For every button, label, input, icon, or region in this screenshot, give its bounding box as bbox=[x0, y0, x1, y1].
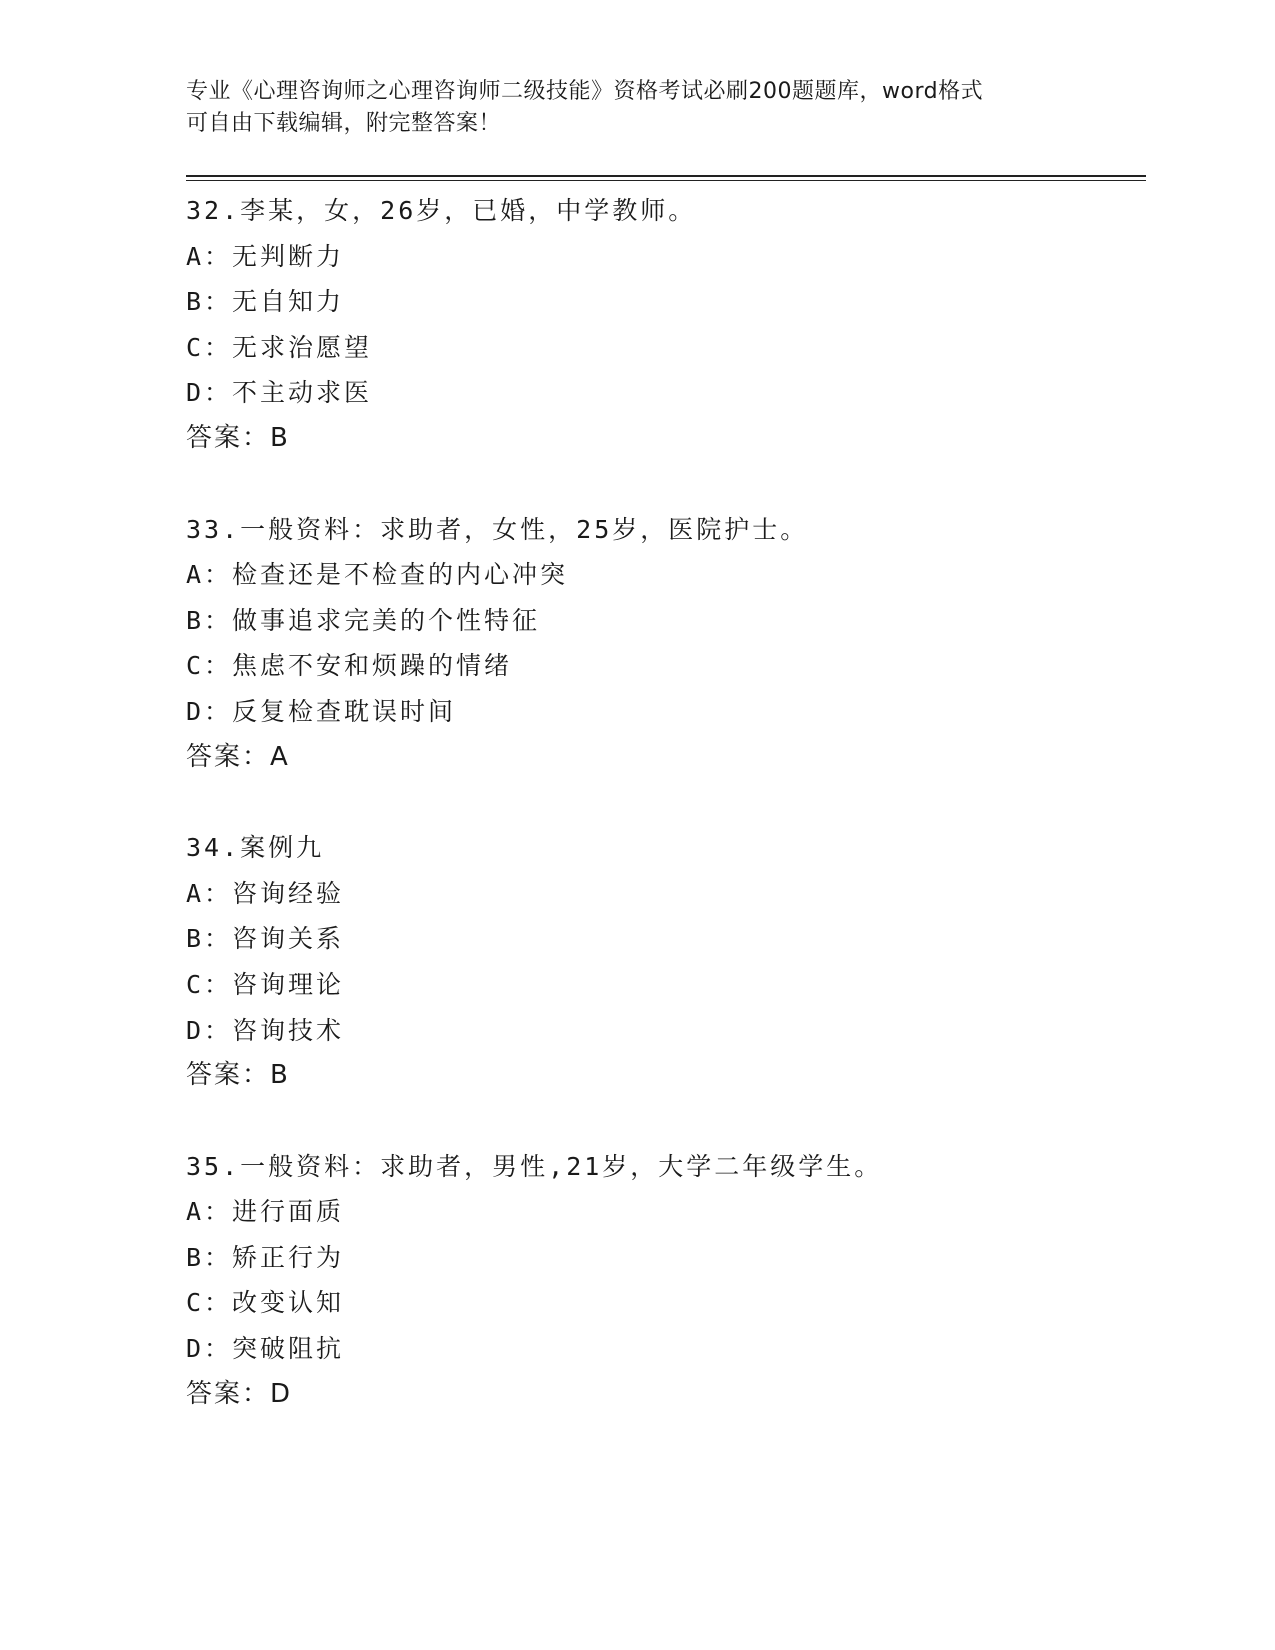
option-d: D：突破阻抗 bbox=[186, 1334, 345, 1364]
option-c: C：改变认知 bbox=[186, 1288, 345, 1318]
answer-line bbox=[186, 1372, 1146, 1418]
answer-line bbox=[186, 1053, 1146, 1099]
option-a: A：无判断力 bbox=[186, 241, 345, 271]
question-stem: 35.一般资料：求助者，男性,21岁，大学二年级学生。 bbox=[186, 1151, 883, 1181]
option-d: D：反复检查耽误时间 bbox=[186, 696, 457, 726]
answer-line bbox=[186, 416, 1146, 462]
header-divider-thick bbox=[186, 175, 1146, 177]
option-a: A：咨询经验 bbox=[186, 878, 345, 908]
answer-line bbox=[186, 735, 1146, 781]
answer-label: 答案： bbox=[186, 741, 271, 772]
option-a: A：检查还是不检查的内心冲突 bbox=[186, 560, 569, 590]
option-b: B：做事追求完美的个性特征 bbox=[186, 605, 541, 635]
header-divider-thin bbox=[186, 180, 1146, 181]
answer-label: 答案： bbox=[186, 422, 271, 453]
option-c: C：无求治愿望 bbox=[186, 332, 373, 362]
answer-label: 答案： bbox=[186, 1378, 271, 1409]
header-title-line-2: 可自由下载编辑，附完整答案！ bbox=[186, 111, 502, 136]
question-34 bbox=[186, 825, 1146, 1099]
question-stem: 33.一般资料：求助者，女性，25岁，医院护士。 bbox=[186, 514, 809, 544]
answer-value: B bbox=[270, 422, 289, 453]
option-c: C：咨询理论 bbox=[186, 969, 345, 999]
answer-value: D bbox=[270, 1378, 292, 1409]
option-a: A：进行面质 bbox=[186, 1197, 345, 1227]
question-35 bbox=[186, 1144, 1146, 1418]
option-b: B：矫正行为 bbox=[186, 1242, 345, 1272]
option-b: B：无自知力 bbox=[186, 287, 345, 317]
question-list bbox=[186, 188, 1146, 1462]
question-stem: 32.李某，女，26岁，已婚，中学教师。 bbox=[186, 196, 697, 225]
answer-value: A bbox=[270, 741, 289, 772]
option-b: B：咨询关系 bbox=[186, 924, 345, 954]
question-32 bbox=[186, 188, 1146, 462]
header-title-line-1: 专业《心理咨询师之心理咨询师二级技能》资格考试必刷200题题库，word格式 bbox=[186, 79, 984, 104]
question-33 bbox=[186, 507, 1146, 781]
question-stem: 34.案例九 bbox=[186, 833, 325, 863]
document-header bbox=[186, 76, 1086, 140]
option-c: C：焦虑不安和烦躁的情绪 bbox=[186, 651, 513, 681]
option-d: D：不主动求医 bbox=[186, 378, 373, 408]
option-d: D：咨询技术 bbox=[186, 1015, 345, 1045]
answer-label: 答案： bbox=[186, 1060, 271, 1091]
answer-value: B bbox=[270, 1060, 289, 1091]
